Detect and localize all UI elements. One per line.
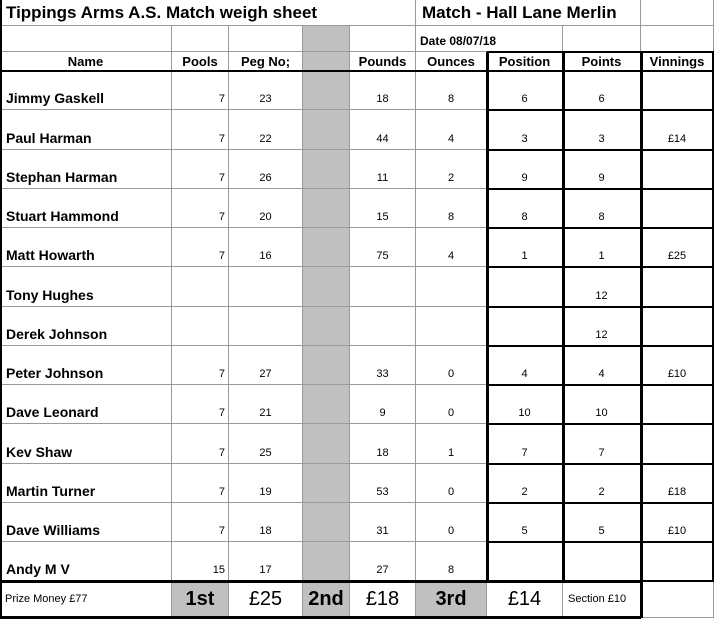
thick-border-row bbox=[487, 149, 714, 151]
angler-name: Jimmy Gaskell bbox=[0, 71, 172, 110]
blank-cell bbox=[0, 26, 172, 52]
ounces-cell: 0 bbox=[416, 503, 487, 542]
first-place-amount: £25 bbox=[229, 581, 303, 618]
peg-cell: 25 bbox=[229, 424, 303, 464]
pools-cell: 7 bbox=[172, 189, 229, 228]
second-place-amount: £18 bbox=[350, 581, 416, 618]
position-cell: 2 bbox=[487, 464, 563, 503]
thick-border-row bbox=[487, 227, 714, 229]
pounds-cell: 31 bbox=[350, 503, 416, 542]
winnings-cell: £10 bbox=[641, 503, 714, 542]
ounces-cell: 8 bbox=[416, 542, 487, 581]
points-cell bbox=[563, 542, 641, 581]
thick-border-row bbox=[487, 345, 714, 347]
winnings-cell bbox=[641, 424, 714, 464]
winnings-cell bbox=[641, 307, 714, 346]
angler-name: Stuart Hammond bbox=[0, 189, 172, 228]
pools-cell: 7 bbox=[172, 424, 229, 464]
pools-cell: 7 bbox=[172, 503, 229, 542]
points-cell: 3 bbox=[563, 110, 641, 150]
pounds-cell: 33 bbox=[350, 346, 416, 385]
match-date: Date 08/07/18 bbox=[416, 26, 563, 52]
ounces-cell bbox=[416, 267, 487, 307]
angler-name: Matt Howarth bbox=[0, 228, 172, 267]
thick-border-left bbox=[0, 0, 2, 618]
winnings-cell: £14 bbox=[641, 110, 714, 150]
grey-column-cell bbox=[303, 189, 350, 228]
section-prize: Section £10 bbox=[563, 581, 641, 618]
blank-cell bbox=[641, 581, 714, 618]
pools-cell: 7 bbox=[172, 150, 229, 189]
blank-cell bbox=[641, 26, 714, 52]
position-cell: 4 bbox=[487, 346, 563, 385]
angler-name: Tony Hughes bbox=[0, 267, 172, 307]
pools-cell: 7 bbox=[172, 385, 229, 424]
grey-column-cell bbox=[303, 346, 350, 385]
points-cell: 5 bbox=[563, 503, 641, 542]
grey-column-cell bbox=[303, 385, 350, 424]
thick-border-prize-bottom bbox=[0, 616, 641, 619]
winnings-cell bbox=[641, 542, 714, 581]
ounces-cell: 0 bbox=[416, 464, 487, 503]
blank-cell bbox=[303, 26, 350, 52]
position-cell: 10 bbox=[487, 385, 563, 424]
prize-money-label: Prize Money £77 bbox=[0, 581, 172, 618]
angler-name: Peter Johnson bbox=[0, 346, 172, 385]
thick-border-row bbox=[487, 423, 714, 425]
ounces-cell: 8 bbox=[416, 71, 487, 110]
position-cell: 8 bbox=[487, 189, 563, 228]
grey-column-cell bbox=[303, 464, 350, 503]
winnings-cell: £18 bbox=[641, 464, 714, 503]
ounces-cell: 8 bbox=[416, 189, 487, 228]
pounds-cell: 27 bbox=[350, 542, 416, 581]
thick-border-prize-right bbox=[640, 581, 643, 618]
grey-column-cell bbox=[303, 228, 350, 267]
points-cell: 12 bbox=[563, 307, 641, 346]
thick-border-row bbox=[487, 266, 714, 268]
grey-column-cell bbox=[303, 71, 350, 110]
peg-cell: 17 bbox=[229, 542, 303, 581]
ounces-cell: 0 bbox=[416, 385, 487, 424]
ounces-cell: 4 bbox=[416, 110, 487, 150]
pools-cell bbox=[172, 267, 229, 307]
grey-column-cell bbox=[303, 267, 350, 307]
winnings-cell bbox=[641, 385, 714, 424]
pounds-cell: 18 bbox=[350, 424, 416, 464]
pools-cell: 7 bbox=[172, 228, 229, 267]
third-place-label: 3rd bbox=[416, 581, 487, 618]
grey-column-cell bbox=[303, 150, 350, 189]
header-pounds: Pounds bbox=[350, 52, 416, 71]
grey-column-cell bbox=[303, 110, 350, 150]
angler-name: Kev Shaw bbox=[0, 424, 172, 464]
blank-cell bbox=[641, 0, 714, 26]
thick-border-row bbox=[487, 384, 714, 386]
grey-column-header bbox=[303, 52, 350, 71]
header-name: Name bbox=[0, 52, 172, 71]
header-points: Points bbox=[563, 52, 641, 71]
blank-cell bbox=[229, 26, 303, 52]
winnings-cell: £25 bbox=[641, 228, 714, 267]
pounds-cell bbox=[350, 307, 416, 346]
pounds-cell: 18 bbox=[350, 71, 416, 110]
ounces-cell: 0 bbox=[416, 346, 487, 385]
points-cell: 1 bbox=[563, 228, 641, 267]
angler-name: Paul Harman bbox=[0, 110, 172, 150]
angler-name: Derek Johnson bbox=[0, 307, 172, 346]
pools-cell: 7 bbox=[172, 110, 229, 150]
points-cell: 8 bbox=[563, 189, 641, 228]
grey-column-cell bbox=[303, 307, 350, 346]
blank-cell bbox=[172, 26, 229, 52]
pounds-cell: 11 bbox=[350, 150, 416, 189]
pounds-cell: 15 bbox=[350, 189, 416, 228]
thick-border-row bbox=[487, 306, 714, 308]
peg-cell: 20 bbox=[229, 189, 303, 228]
pools-cell bbox=[172, 307, 229, 346]
pounds-cell: 9 bbox=[350, 385, 416, 424]
sheet-title: Tippings Arms A.S. Match weigh sheet bbox=[0, 0, 416, 26]
points-cell: 10 bbox=[563, 385, 641, 424]
grey-column-cell bbox=[303, 503, 350, 542]
header-peg: Peg No; bbox=[229, 52, 303, 71]
points-cell: 4 bbox=[563, 346, 641, 385]
pounds-cell bbox=[350, 267, 416, 307]
winnings-cell bbox=[641, 71, 714, 110]
position-cell bbox=[487, 307, 563, 346]
ounces-cell bbox=[416, 307, 487, 346]
pools-cell: 7 bbox=[172, 346, 229, 385]
peg-cell: 26 bbox=[229, 150, 303, 189]
first-place-label: 1st bbox=[172, 581, 229, 618]
grey-column-cell bbox=[303, 542, 350, 581]
pools-cell: 7 bbox=[172, 71, 229, 110]
peg-cell bbox=[229, 267, 303, 307]
thick-border-row bbox=[487, 109, 714, 111]
winnings-cell bbox=[641, 267, 714, 307]
match-title: Match - Hall Lane Merlin bbox=[416, 0, 641, 26]
position-cell: 1 bbox=[487, 228, 563, 267]
header-winnings: Vinnings bbox=[641, 52, 714, 71]
peg-cell: 23 bbox=[229, 71, 303, 110]
header-ounces: Ounces bbox=[416, 52, 487, 71]
peg-cell: 22 bbox=[229, 110, 303, 150]
grey-column-cell bbox=[303, 424, 350, 464]
points-cell: 12 bbox=[563, 267, 641, 307]
points-cell: 9 bbox=[563, 150, 641, 189]
peg-cell: 19 bbox=[229, 464, 303, 503]
peg-cell: 21 bbox=[229, 385, 303, 424]
points-cell: 7 bbox=[563, 424, 641, 464]
thick-border-row bbox=[487, 463, 714, 465]
pounds-cell: 53 bbox=[350, 464, 416, 503]
angler-name: Stephan Harman bbox=[0, 150, 172, 189]
winnings-cell bbox=[641, 189, 714, 228]
peg-cell: 16 bbox=[229, 228, 303, 267]
angler-name: Andy M V bbox=[0, 542, 172, 581]
points-cell: 2 bbox=[563, 464, 641, 503]
pounds-cell: 44 bbox=[350, 110, 416, 150]
thick-border-header-bottom bbox=[0, 70, 714, 72]
thick-border-row bbox=[487, 502, 714, 504]
pools-cell: 15 bbox=[172, 542, 229, 581]
ounces-cell: 4 bbox=[416, 228, 487, 267]
position-cell: 3 bbox=[487, 110, 563, 150]
pools-cell: 7 bbox=[172, 464, 229, 503]
position-cell: 6 bbox=[487, 71, 563, 110]
thick-border-header-top bbox=[487, 51, 714, 53]
angler-name: Dave Williams bbox=[0, 503, 172, 542]
peg-cell bbox=[229, 307, 303, 346]
blank-cell bbox=[563, 26, 641, 52]
position-cell: 9 bbox=[487, 150, 563, 189]
third-place-amount: £14 bbox=[487, 581, 563, 618]
angler-name: Martin Turner bbox=[0, 464, 172, 503]
points-cell: 6 bbox=[563, 71, 641, 110]
position-cell bbox=[487, 267, 563, 307]
position-cell bbox=[487, 542, 563, 581]
winnings-cell bbox=[641, 150, 714, 189]
blank-cell bbox=[350, 26, 416, 52]
second-place-label: 2nd bbox=[303, 581, 350, 618]
position-cell: 5 bbox=[487, 503, 563, 542]
winnings-cell: £10 bbox=[641, 346, 714, 385]
ounces-cell: 2 bbox=[416, 150, 487, 189]
peg-cell: 18 bbox=[229, 503, 303, 542]
pounds-cell: 75 bbox=[350, 228, 416, 267]
header-position: Position bbox=[487, 52, 563, 71]
thick-border-row bbox=[487, 188, 714, 190]
ounces-cell: 1 bbox=[416, 424, 487, 464]
thick-border-prize-top bbox=[0, 580, 641, 583]
thick-border-row bbox=[487, 541, 714, 543]
peg-cell: 27 bbox=[229, 346, 303, 385]
angler-name: Dave Leonard bbox=[0, 385, 172, 424]
position-cell: 7 bbox=[487, 424, 563, 464]
header-pools: Pools bbox=[172, 52, 229, 71]
